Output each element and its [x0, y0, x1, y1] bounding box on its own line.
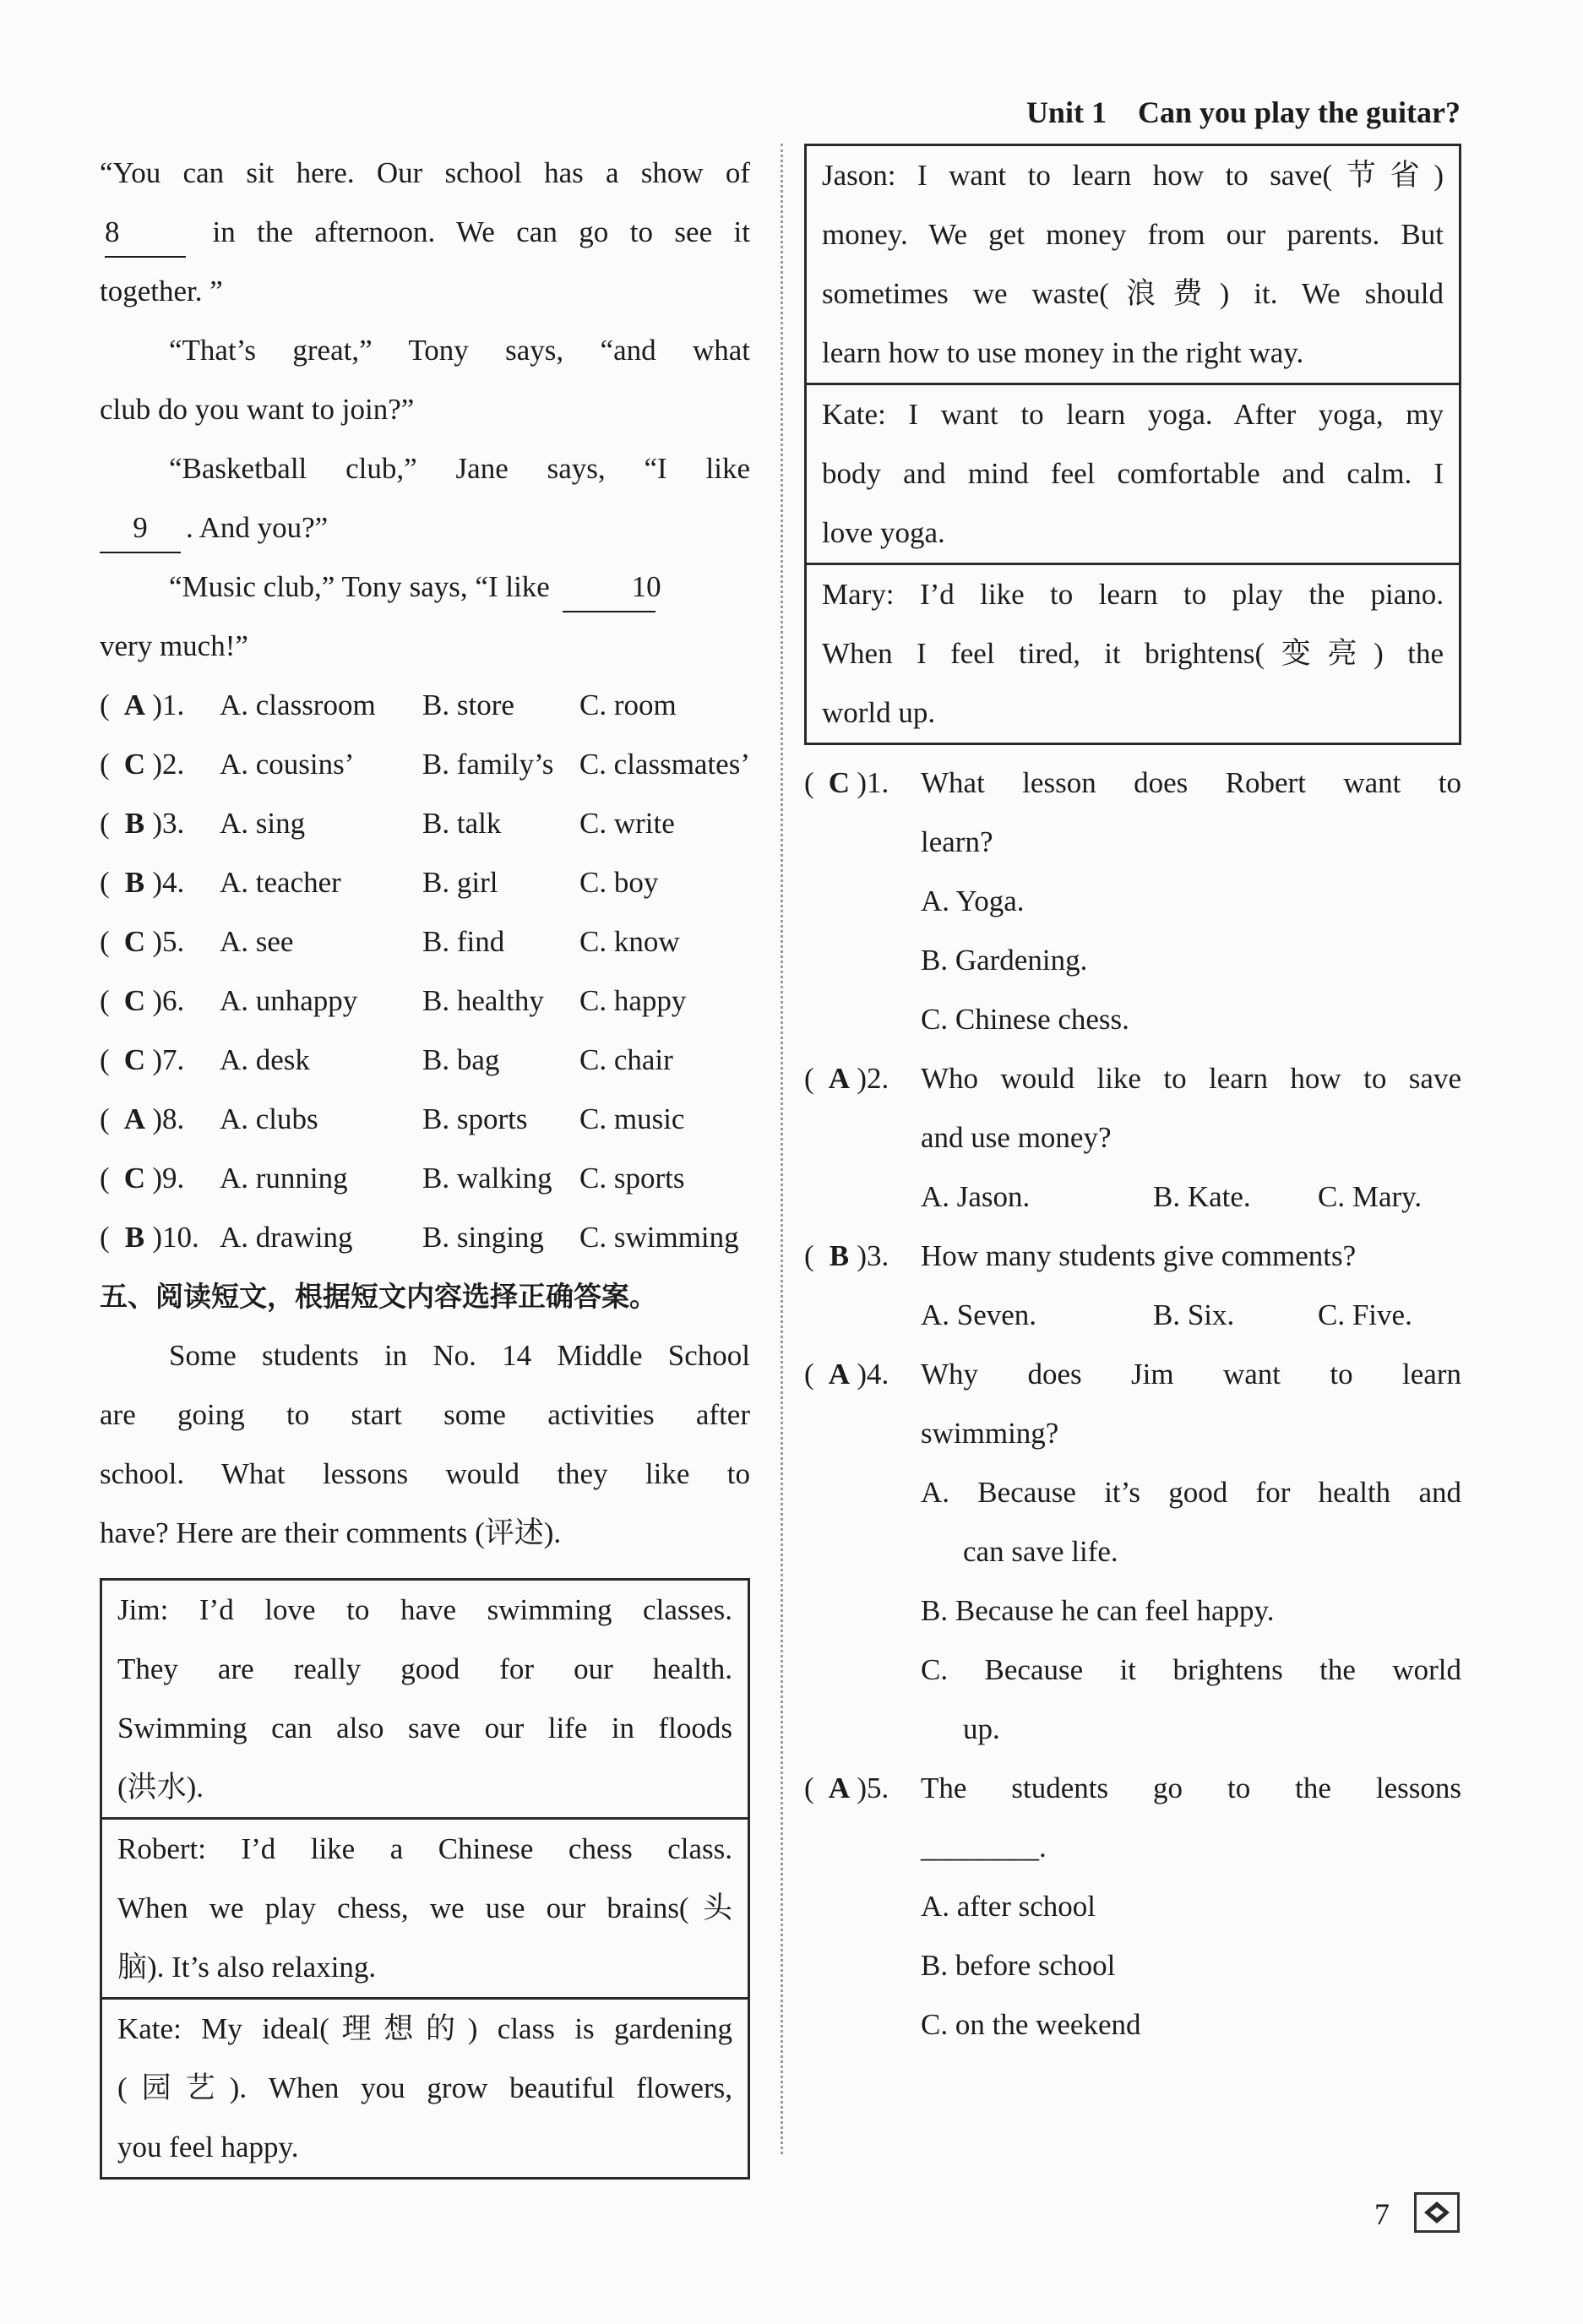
option-b: B. talk: [422, 807, 502, 840]
intro-line: are going to start some activities after: [100, 1398, 750, 1431]
option-a: A. Jason.: [921, 1180, 1031, 1213]
comment-line: (园艺). When you grow beautiful flowers,: [117, 2071, 732, 2104]
question-number: )4.: [857, 1358, 889, 1391]
question-text: How many students give comments?: [921, 1239, 1357, 1272]
answer: C: [123, 984, 146, 1017]
option-a: A. running: [220, 1162, 348, 1195]
right-column: [804, 144, 1461, 2055]
question-number: )5.: [152, 925, 185, 958]
comment-jason: [807, 146, 1459, 385]
option-b: B. walking: [422, 1162, 552, 1195]
option-a: A. desk: [220, 1043, 310, 1076]
option-a: A. clubs: [220, 1102, 318, 1135]
comment-line: body and mind feel comfortable and calm. I: [822, 457, 1444, 490]
question-number: )3.: [152, 807, 185, 840]
comment-jim: [102, 1581, 748, 1820]
question-number: )1.: [152, 688, 185, 721]
question-number: )8.: [152, 1102, 185, 1135]
comment-line: sometimes we waste(浪费) it. We should: [822, 277, 1444, 310]
option-a: A. cousins’: [219, 748, 355, 781]
answer: A: [123, 1102, 146, 1135]
question-row: ( C )7. A. desk B. bag C. chair: [100, 1031, 750, 1090]
option-a: A. teacher: [220, 866, 341, 899]
intro-line: school. What lessons would they like to: [100, 1457, 750, 1490]
option-a: A. Yoga.: [921, 884, 1025, 917]
option-a: A. see: [220, 925, 294, 958]
option-c: C. on the weekend: [921, 2008, 1141, 2041]
question-row: ( A )8. A. clubs B. sports C. music: [100, 1090, 750, 1149]
comments-box-right: [804, 144, 1461, 745]
question-4: ( A )4. Why does Jim want to learn swimming?: [804, 1345, 1461, 1463]
intro-line: have? Here are their comments (评述).: [100, 1516, 562, 1549]
blank-9: 9: [100, 504, 181, 553]
left-column: [100, 144, 750, 2180]
comment-line: 脑). It’s also relaxing.: [117, 1951, 377, 1984]
question-text: The students go to the lessons: [921, 1772, 1461, 1804]
option-b: B. Six.: [1153, 1298, 1235, 1331]
answer: A: [828, 1772, 851, 1804]
question-text: What lesson does Robert want to: [921, 766, 1461, 799]
question-3: ( B )3. How many students give comments?: [804, 1227, 1461, 1286]
option-b: B. store: [422, 688, 514, 721]
question-number: )3.: [857, 1239, 889, 1272]
question-text: and use money?: [921, 1121, 1112, 1154]
answer: B: [829, 1239, 850, 1272]
question-row: ( C )6. A. unhappy B. healthy C. happy: [100, 972, 750, 1031]
question-number: )2.: [152, 748, 185, 781]
question-row: ( B )10. A. drawing B. singing C. swimming: [100, 1208, 750, 1267]
comment-line: Mary: I’d like to learn to play the piano.: [822, 578, 1444, 611]
question-5: ( A )5. The students go to the lessons ________.: [804, 1759, 1461, 1877]
question-row: ( B )3. A. sing B. talk C. write: [100, 794, 750, 853]
question-1: ( C )1. What lesson does Robert want to learn?: [804, 754, 1461, 872]
passage-text: . And you?”: [186, 511, 329, 544]
options-row: [804, 1286, 1461, 1345]
option-c-cont: up.: [963, 1712, 1000, 1745]
passage-line: “You can sit here. Our school has a show of: [100, 156, 750, 189]
option-c: C. room: [579, 688, 677, 721]
comment-line: When we play chess, we use our brains(头: [117, 1891, 732, 1924]
page-header: [1026, 95, 1461, 130]
comment-line: (洪水).: [117, 1771, 204, 1804]
option-a: A. Seven.: [921, 1298, 1037, 1331]
answer: C: [123, 925, 146, 958]
option-c: C. Because it brightens the world: [921, 1653, 1461, 1686]
option-a: A. Because it’s good for health and: [921, 1476, 1461, 1509]
option-c: C. happy: [579, 984, 687, 1017]
option-b: B. singing: [422, 1221, 544, 1254]
column-divider: [781, 144, 783, 2154]
diamond-logo-icon: [1414, 2192, 1460, 2233]
question-blank: ________.: [921, 1831, 1047, 1864]
answer: C: [828, 766, 851, 799]
option-a: A. unhappy: [220, 984, 358, 1017]
passage-line: very much!”: [100, 629, 248, 662]
option-a: A. classroom: [220, 688, 376, 721]
answer: B: [124, 807, 145, 840]
answer: C: [123, 1043, 146, 1076]
option-c: C. music: [579, 1102, 685, 1135]
question-row: ( A )1. A. classroom B. store C. room: [100, 676, 750, 735]
comment-line: love yoga.: [822, 516, 945, 549]
option-a: A. after school: [921, 1890, 1096, 1923]
question-number: )2.: [857, 1062, 889, 1095]
options-row: [804, 1167, 1461, 1227]
comment-mary: [807, 565, 1459, 743]
question-2: ( A )2. Who would like to learn how to save and use money?: [804, 1049, 1461, 1167]
passage-line: [100, 203, 750, 262]
question-number: )4.: [152, 866, 185, 899]
option-c: C. know: [579, 925, 680, 958]
option-a: A. drawing: [220, 1221, 353, 1254]
question-row: ( C )9. A. running B. walking C. sports: [100, 1149, 750, 1208]
comment-line: Jim: I’d love to have swimming classes.: [117, 1593, 732, 1626]
option-b: B. healthy: [422, 984, 544, 1017]
answer: A: [123, 688, 146, 721]
reading-questions: [804, 754, 1461, 2055]
question-number: )1.: [857, 766, 889, 799]
question-number: )9.: [152, 1162, 185, 1195]
blank-10: 10: [563, 563, 656, 612]
option-b: B. before school: [921, 1949, 1116, 1982]
comment-kate-gardening: [102, 2000, 748, 2177]
question-row: ( C )5. A. see B. find C. know: [100, 912, 750, 972]
option-b: B. girl: [422, 866, 498, 899]
answer: A: [828, 1358, 851, 1391]
comment-line: Kate: My ideal(理想的) class is gardening: [117, 2012, 732, 2045]
comment-line: When I feel tired, it brightens(变亮) the: [822, 637, 1444, 670]
question-number: )10.: [152, 1221, 199, 1254]
comment-line: They are really good for our health.: [117, 1652, 732, 1685]
option-c: C. Five.: [1318, 1298, 1412, 1331]
question-text: Why does Jim want to learn: [921, 1358, 1461, 1391]
section-title: 五、阅读短文，根据短文内容选择正确答案。: [100, 1280, 657, 1313]
option-b: B. bag: [422, 1043, 500, 1076]
answer: C: [123, 748, 146, 781]
option-a-cont: can save life.: [963, 1535, 1118, 1568]
option-b: B. Gardening.: [921, 944, 1088, 977]
comments-box-left: [100, 1578, 750, 2180]
option-b: B. Because he can feel happy.: [921, 1594, 1275, 1627]
diamond-logo-icon: [1423, 2200, 1451, 2225]
passage-line: “Basketball club,” Jane says, “I like: [169, 452, 750, 485]
comment-line: money. We get money from our parents. But: [822, 218, 1444, 251]
intro-line: Some students in No. 14 Middle School: [169, 1339, 750, 1372]
option-b: B. family’s: [422, 748, 554, 781]
comment-line: Swimming can also save our life in floods: [117, 1712, 732, 1744]
page-number: 7: [1374, 2197, 1390, 2231]
answer: A: [828, 1062, 851, 1095]
comment-line: Kate: I want to learn yoga. After yoga, my: [822, 398, 1444, 431]
answer: C: [123, 1162, 146, 1195]
comment-line: learn how to use money in the right way.: [822, 336, 1304, 369]
passage-line: “That’s great,” Tony says, “and what: [169, 334, 750, 367]
option-c: C. classmates’: [579, 748, 750, 781]
option-c: C. swimming: [579, 1221, 739, 1254]
question-text: Who would like to learn how to save: [921, 1062, 1461, 1095]
unit-title: Can you play the guitar?: [1137, 95, 1461, 129]
option-b: B. Kate.: [1153, 1180, 1251, 1213]
cloze-questions: [100, 676, 750, 1267]
comment-line: world up.: [822, 696, 936, 729]
passage-line: [100, 498, 750, 558]
option-c: C. sports: [579, 1162, 685, 1195]
passage-line: [100, 558, 750, 617]
comment-line: you feel happy.: [117, 2131, 299, 2163]
passage-line: together. ”: [100, 275, 223, 308]
question-number: )5.: [857, 1772, 889, 1804]
option-b: B. sports: [422, 1102, 528, 1135]
comment-line: Jason: I want to learn how to save(节省): [822, 159, 1444, 192]
question-number: )7.: [152, 1043, 185, 1076]
answer: B: [124, 1221, 145, 1254]
option-c: C. write: [579, 807, 675, 840]
passage-line: club do you want to join?”: [100, 393, 415, 426]
option-a: A. sing: [220, 807, 306, 840]
option-c: C. boy: [579, 866, 659, 899]
blank-8: 8: [105, 209, 186, 258]
unit-label: Unit 1: [1025, 95, 1107, 129]
question-text: swimming?: [921, 1417, 1059, 1450]
comment-robert: [102, 1820, 748, 2000]
option-c: C. chair: [579, 1043, 673, 1076]
option-c: C. Mary.: [1318, 1180, 1423, 1213]
comment-line: Robert: I’d like a Chinese chess class.: [117, 1832, 732, 1865]
passage-text: “Music club,” Tony says, “I like: [169, 570, 550, 603]
question-row: ( B )4. A. teacher B. girl C. boy: [100, 853, 750, 912]
question-number: )6.: [152, 984, 185, 1017]
option-b: B. find: [422, 925, 505, 958]
question-row: ( C )2. A. cousins’ B. family’s C. classmates’: [100, 735, 750, 794]
comment-kate-yoga: [807, 385, 1459, 565]
passage-text: in the afternoon. We can go to see it: [212, 215, 751, 248]
option-c: C. Chinese chess.: [921, 1003, 1129, 1036]
answer: B: [124, 866, 145, 899]
question-text: learn?: [921, 825, 993, 858]
